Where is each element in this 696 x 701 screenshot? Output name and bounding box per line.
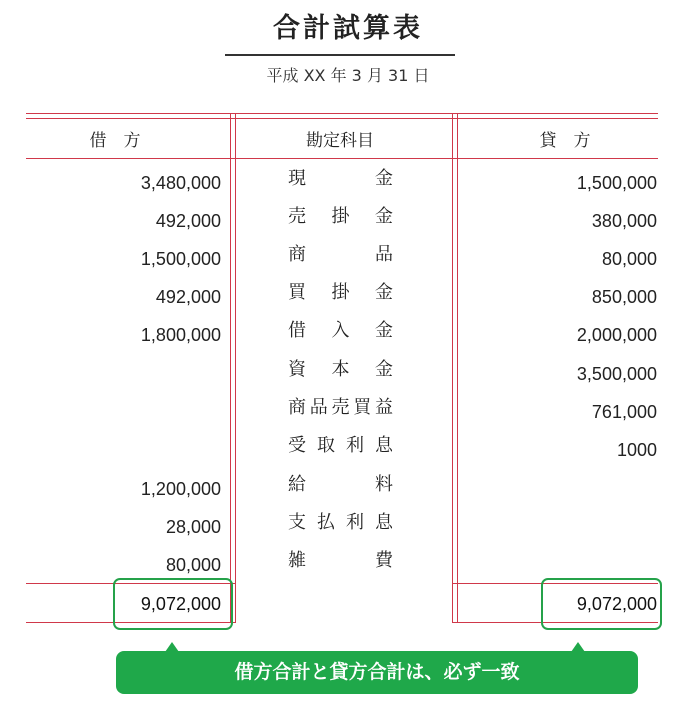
account-char: 品: [375, 244, 393, 265]
account-char: 借: [288, 320, 306, 341]
account-char: 買: [353, 397, 372, 418]
debit-amount: [60, 362, 221, 386]
account-name: [288, 396, 393, 420]
credit-amount: 2,000,000: [576, 325, 657, 345]
account-char: 売: [288, 206, 306, 227]
account-char: 払: [317, 512, 335, 533]
credit-amount: 1,500,000: [576, 173, 657, 193]
account-char: 金: [375, 320, 393, 341]
table-top-rule-1: [26, 113, 658, 114]
account-char: 費: [375, 550, 393, 571]
debit-amount: 3,480,000: [140, 173, 221, 193]
credit-total: 9,072,000: [576, 594, 657, 614]
debit-amount: 492,000: [155, 287, 221, 307]
account-char: 商: [288, 244, 306, 265]
account-char: 現: [288, 168, 306, 189]
debit-amount: 28,000: [165, 517, 221, 537]
account-name: [288, 167, 393, 191]
account-name: [288, 281, 393, 305]
account-char: 雑: [288, 550, 306, 571]
account-name: [288, 434, 393, 458]
account-name: [288, 473, 393, 497]
debit-divider-2: [235, 113, 236, 623]
account-char: 買: [288, 282, 306, 303]
account-name: [288, 511, 393, 535]
account-char: 掛: [331, 282, 350, 303]
debit-divider-1: [230, 113, 231, 623]
header-bottom-rule: [26, 158, 658, 159]
account-char: 商: [288, 397, 306, 418]
title-underline: [225, 54, 455, 56]
credit-amount: 380,000: [591, 211, 657, 231]
account-char: 料: [375, 474, 393, 495]
account-char: 本: [331, 359, 350, 380]
account-char: 利: [346, 435, 364, 456]
report-date: 平成 XX 年 3 月 31 日: [266, 66, 430, 85]
credit-amount: 761,000: [591, 402, 657, 422]
credit-amount: [480, 515, 657, 539]
credit-amount: [480, 553, 657, 577]
debit-amount: 1,500,000: [140, 249, 221, 269]
account-header: 勘定科目: [306, 131, 374, 151]
debit-amount: 1,800,000: [140, 325, 221, 345]
account-char: 支: [288, 512, 306, 533]
account-name: [288, 358, 393, 382]
account-char: 利: [346, 512, 364, 533]
account-name: [288, 205, 393, 229]
account-name: [288, 549, 393, 573]
account-char: 金: [375, 168, 393, 189]
account-char: 給: [288, 474, 306, 495]
account-char: 売: [331, 397, 350, 418]
balance-note-callout: 借方合計と貸方合計は、必ず一致: [116, 651, 638, 694]
credit-divider-2: [457, 113, 458, 623]
account-char: 息: [375, 435, 393, 456]
account-char: 品: [309, 397, 328, 418]
account-char: 掛: [331, 206, 350, 227]
account-char: 受: [288, 435, 306, 456]
account-char: 益: [375, 397, 393, 418]
credit-header: 貸 方: [539, 131, 591, 151]
credit-amount: 1000: [616, 440, 657, 460]
account-char: 金: [375, 359, 393, 380]
credit-amount: [480, 477, 657, 501]
account-char: 息: [375, 512, 393, 533]
account-name: [288, 243, 393, 267]
account-char: 金: [375, 282, 393, 303]
table-top-rule-2: [26, 118, 658, 119]
debit-amount: [60, 438, 221, 462]
debit-header: 借 方: [89, 131, 141, 151]
page-title: 合計試算表: [273, 13, 423, 44]
debit-amount: 80,000: [165, 555, 221, 575]
credit-amount: 850,000: [591, 287, 657, 307]
account-char: 資: [288, 359, 306, 380]
debit-total: 9,072,000: [140, 594, 221, 614]
debit-amount: [60, 400, 221, 424]
credit-amount: 80,000: [601, 249, 657, 269]
account-char: 入: [331, 320, 350, 341]
credit-amount: 3,500,000: [576, 364, 657, 384]
credit-divider-1: [452, 113, 453, 623]
debit-amount: 492,000: [155, 211, 221, 231]
account-name: [288, 319, 393, 343]
debit-amount: 1,200,000: [140, 479, 221, 499]
account-char: 金: [375, 206, 393, 227]
account-char: 取: [317, 435, 335, 456]
